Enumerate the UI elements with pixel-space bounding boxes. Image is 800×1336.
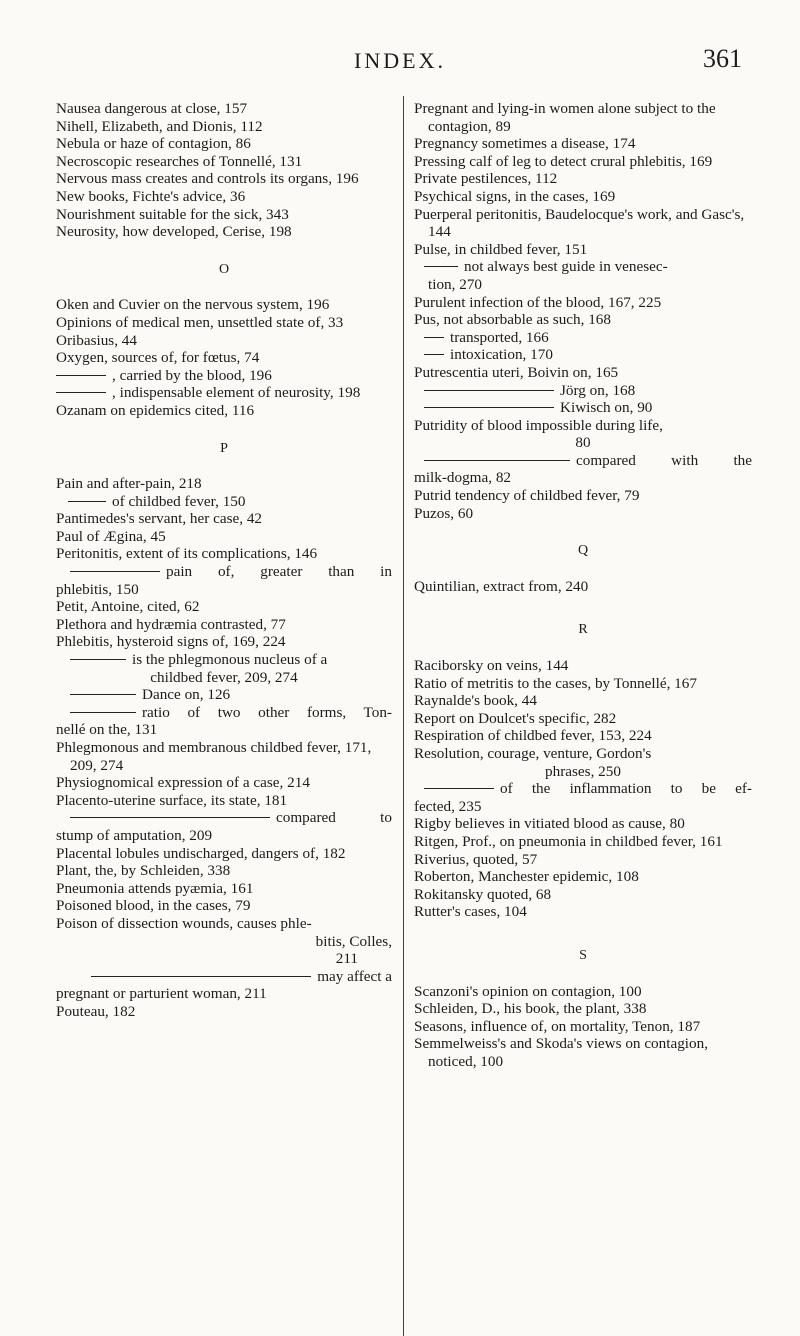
subentry-text: compared to xyxy=(276,809,392,827)
index-entry: Necroscopic researches of Tonnellé, 131 xyxy=(56,152,303,170)
repeat-dash xyxy=(424,460,570,461)
index-entry: Pain and after-pain, 218 xyxy=(56,475,202,493)
subentry-text: may affect a xyxy=(317,967,392,985)
index-entry: Physiognomical expression of a case, 214 xyxy=(56,774,310,792)
repeat-dash xyxy=(424,266,458,267)
right-column xyxy=(414,100,752,1071)
index-entry: Pus, not absorbable as such, 168 xyxy=(414,311,611,329)
entry-text: Putridity of blood impossible during life, xyxy=(414,416,663,434)
index-subentry xyxy=(414,399,752,417)
index-entry: Pregnancy sometimes a disease, 174 xyxy=(414,135,636,153)
index-subentry xyxy=(414,780,752,815)
index-entry: Nervous mass creates and controls its organs, 196 xyxy=(56,170,359,188)
subentry-text: of the inflammation to be ef- xyxy=(500,780,752,798)
index-entry: Semmelweiss's and Skoda's views on contagion, noticed, 100 xyxy=(414,1035,709,1070)
index-entry: New books, Fichte's advice, 36 xyxy=(56,187,246,205)
index-entry: Scanzoni's opinion on contagion, 100 xyxy=(414,982,642,1000)
index-entry: Private pestilences, 112 xyxy=(414,170,558,188)
index-subentry xyxy=(414,346,752,364)
repeat-dash xyxy=(424,788,494,789)
subentry-text: intoxication, 170 xyxy=(450,346,553,364)
subentry-text: childbed fever, 209, 274 xyxy=(150,668,298,686)
index-entry: Pulse, in childbed fever, 151 xyxy=(414,240,588,258)
index-entry xyxy=(414,417,752,452)
entry-text: bitis, Colles, xyxy=(315,932,392,950)
subentry-text: , carried by the blood, 196 xyxy=(112,366,272,384)
index-entry: Placental lobules undischarged, dangers of, 182 xyxy=(56,844,346,862)
subentry-text: compared with the xyxy=(576,451,752,469)
index-entry: Plant, the, by Schleiden, 338 xyxy=(56,862,231,880)
repeat-dash xyxy=(70,571,160,572)
subentry-text: Dance on, 126 xyxy=(142,686,231,704)
subentry-text: nellé on the, 131 xyxy=(56,721,158,739)
index-subentry xyxy=(56,367,392,385)
index-entry xyxy=(56,915,392,968)
index-subentry xyxy=(414,258,752,293)
index-entry: Nihell, Elizabeth, and Dionis, 112 xyxy=(56,117,263,135)
repeat-dash xyxy=(424,390,554,391)
index-subentry xyxy=(56,704,392,739)
index-entry: Petit, Antoine, cited, 62 xyxy=(56,598,200,616)
entry-text: 80 xyxy=(575,434,591,452)
index-entry: Seasons, influence of, on mortality, Tenon, 187 xyxy=(414,1017,701,1035)
index-entry: Placento-uterine surface, its state, 181 xyxy=(56,791,288,809)
index-entry: Ratio of metritis to the cases, by Tonnellé, 167 xyxy=(414,674,697,692)
entry-text: 211 xyxy=(335,950,358,968)
index-entry: Raynalde's book, 44 xyxy=(414,692,537,710)
index-entry: Psychical signs, in the cases, 169 xyxy=(414,187,616,205)
index-entry: Oken and Cuvier on the nervous system, 196 xyxy=(56,296,330,314)
index-entry: Pregnant and lying-in women alone subject to the contagion, 89 xyxy=(414,100,716,135)
subentry-text: Kiwisch on, 90 xyxy=(560,399,653,417)
index-entry: Nebula or haze of contagion, 86 xyxy=(56,135,251,153)
index-entry: Putrescentia uteri, Boivin on, 165 xyxy=(414,363,619,381)
subentry-text: Jörg on, 168 xyxy=(560,381,636,399)
index-entry: Schleiden, D., his book, the plant, 338 xyxy=(414,1000,647,1018)
subentry-text: transported, 166 xyxy=(450,328,549,346)
index-subentry xyxy=(414,329,752,347)
index-entry: Poisoned blood, in the cases, 79 xyxy=(56,897,251,915)
subentry-text: pain of, greater than in xyxy=(166,563,392,581)
column-divider xyxy=(403,96,404,1336)
index-entry xyxy=(414,745,752,780)
subentry-text: stump of amputation, 209 xyxy=(56,826,213,844)
index-entry: Puzos, 60 xyxy=(414,504,474,522)
index-entry: Pouteau, 182 xyxy=(56,1002,136,1020)
index-subentry xyxy=(56,809,392,844)
repeat-dash xyxy=(70,712,136,713)
section-letter-o: O xyxy=(218,261,230,277)
subentry-text: pregnant or parturient woman, 211 xyxy=(56,985,267,1003)
subentry-text: of childbed fever, 150 xyxy=(112,492,246,510)
repeat-dash xyxy=(424,407,554,408)
subentry-text: ratio of two other forms, Ton- xyxy=(142,703,392,721)
section-letter-s: S xyxy=(579,947,587,963)
index-entry: Puerperal peritonitis, Baudelocque's work, and Gasc's, 144 xyxy=(414,205,745,241)
index-entry: Nausea dangerous at close, 157 xyxy=(56,100,248,117)
index-entry: Phlegmonous and membranous childbed fever, 171, 209, 274 xyxy=(56,739,372,774)
index-entry: Opinions of medical men, unsettled state of, 33 xyxy=(56,313,344,331)
entry-text: Resolution, courage, venture, Gordon's xyxy=(414,745,652,762)
repeat-dash xyxy=(68,501,106,502)
index-entry: Nourishment suitable for the sick, 343 xyxy=(56,205,289,223)
subentry-text: is the phlegmonous nucleus of a xyxy=(132,651,328,669)
page-header xyxy=(0,42,800,82)
repeat-dash xyxy=(424,337,444,338)
subentry-text: not always best guide in venesec- xyxy=(464,258,668,276)
entry-text: phrases, 250 xyxy=(545,762,621,780)
repeat-dash xyxy=(70,817,270,818)
index-entry: Neurosity, how developed, Cerise, 198 xyxy=(56,223,292,241)
index-entry: Pneumonia attends pyæmia, 161 xyxy=(56,879,254,897)
section-letter-p: P xyxy=(220,440,228,456)
index-entry: Report on Doulcet's specific, 282 xyxy=(414,709,617,727)
section-letter-q: Q xyxy=(577,543,589,559)
section-letter-r: R xyxy=(578,622,588,638)
index-subentry xyxy=(56,651,392,686)
page-number: 361 xyxy=(703,44,742,73)
index-subentry xyxy=(56,563,392,598)
index-subentry xyxy=(414,452,752,487)
left-column xyxy=(56,100,392,1021)
index-entry: Rigby believes in vitiated blood as cause, 80 xyxy=(414,815,685,833)
index-entry: Pantimedes's servant, her case, 42 xyxy=(56,510,263,528)
entry-text: Poison of dissection wounds, causes phle- xyxy=(56,914,312,932)
repeat-dash xyxy=(56,392,106,393)
repeat-dash xyxy=(56,375,106,376)
subentry-text: fected, 235 xyxy=(414,797,482,815)
index-entry: Paul of Ægina, 45 xyxy=(56,527,166,545)
index-entry: Oribasius, 44 xyxy=(56,331,137,349)
repeat-dash xyxy=(70,659,126,660)
index-entry: Peritonitis, extent of its complications, 146 xyxy=(56,545,318,563)
index-entry: Quintilian, extract from, 240 xyxy=(414,577,589,595)
index-entry: Respiration of childbed fever, 153, 224 xyxy=(414,727,652,745)
index-entry: Pressing calf of leg to detect crural phlebitis, 169 xyxy=(414,152,713,170)
index-entry: Purulent infection of the blood, 167, 225 xyxy=(414,293,662,311)
index-entry: Oxygen, sources of, for fœtus, 74 xyxy=(56,349,260,367)
subentry-text: phlebitis, 150 xyxy=(56,580,139,598)
index-entry: Plethora and hydræmia contrasted, 77 xyxy=(56,615,286,633)
index-entry: Riverius, quoted, 57 xyxy=(414,850,538,868)
index-subentry xyxy=(56,384,392,402)
running-title: INDEX. xyxy=(354,48,446,73)
subentry-text: milk-dogma, 82 xyxy=(414,469,512,487)
index-entry: Ozanam on epidemics cited, 116 xyxy=(56,401,255,419)
index-subentry xyxy=(56,686,392,704)
index-subentry xyxy=(414,382,752,400)
index-entry: Ritgen, Prof., on pneumonia in childbed fever, 161 xyxy=(414,832,723,850)
index-subentry xyxy=(56,493,392,511)
repeat-dash xyxy=(70,694,136,695)
repeat-dash xyxy=(424,354,444,355)
index-entry: Phlebitis, hysteroid signs of, 169, 224 xyxy=(56,633,286,651)
index-entry: Roberton, Manchester epidemic, 108 xyxy=(414,868,639,886)
subentry-text: tion, 270 xyxy=(428,275,483,293)
index-entry: Rutter's cases, 104 xyxy=(414,903,527,921)
subentry-text: , indispensable element of neurosity, 198 xyxy=(112,384,361,402)
repeat-dash xyxy=(91,976,311,977)
index-entry: Rokitansky quoted, 68 xyxy=(414,885,552,903)
index-entry: Raciborsky on veins, 144 xyxy=(414,657,569,675)
index-subentry xyxy=(56,968,392,1003)
index-entry: Putrid tendency of childbed fever, 79 xyxy=(414,487,640,505)
